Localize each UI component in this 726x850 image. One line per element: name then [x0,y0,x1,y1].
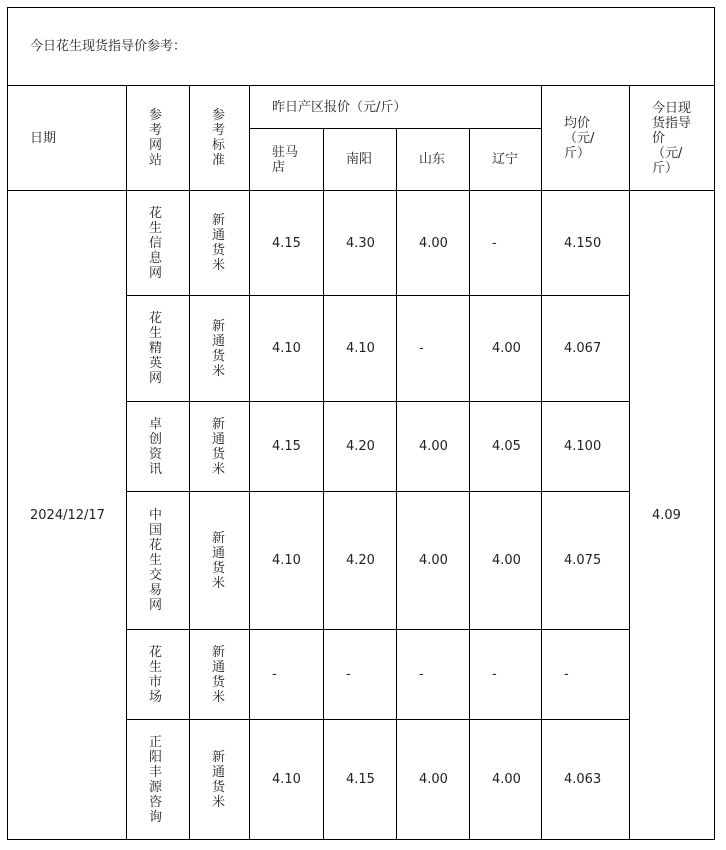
nanyang-cell: 4.10 [324,296,397,402]
average-cell: 4.063 [542,720,630,840]
shandong-cell: - [397,630,470,720]
average-cell: 4.075 [542,492,630,630]
liaoning-cell: 4.00 [470,720,542,840]
header-standard: 参考标准 [190,86,250,191]
shandong-cell: 4.00 [397,720,470,840]
nanyang-cell: - [324,630,397,720]
header-region-zhumadian: 驻马店 [250,129,324,191]
nanyang-cell: 4.20 [324,402,397,492]
average-cell: - [542,630,630,720]
site-cell: 中国花生交易网 [127,492,190,630]
shandong-cell: 4.00 [397,191,470,296]
nanyang-cell: 4.20 [324,492,397,630]
site-cell: 花生信息网 [127,191,190,296]
table-row [8,191,715,296]
header-region-group: 昨日产区报价（元/斤） [250,86,542,129]
site-cell: 花生精英网 [127,296,190,402]
liaoning-cell: 4.00 [470,296,542,402]
shandong-cell: 4.00 [397,402,470,492]
zhumadian-cell: 4.15 [250,402,324,492]
standard-cell: 新通货米 [190,630,250,720]
header-row-1 [8,86,715,129]
standard-cell: 新通货米 [190,720,250,840]
site-cell: 花生市场 [127,630,190,720]
shandong-cell: - [397,296,470,402]
today-price-cell: 4.09 [630,191,715,840]
header-region-liaoning: 辽宁 [470,129,542,191]
site-cell: 卓创资讯 [127,402,190,492]
nanyang-cell: 4.15 [324,720,397,840]
zhumadian-cell: - [250,630,324,720]
header-region-shandong: 山东 [397,129,470,191]
average-cell: 4.150 [542,191,630,296]
standard-cell: 新通货米 [190,191,250,296]
header-today-price: 今日现货指导价（元/斤） [630,86,715,191]
average-cell: 4.067 [542,296,630,402]
table-caption: 今日花生现货指导价参考： [8,8,715,86]
liaoning-cell: 4.00 [470,492,542,630]
liaoning-cell: 4.05 [470,402,542,492]
header-site: 参考网站 [127,86,190,191]
standard-cell: 新通货米 [190,492,250,630]
zhumadian-cell: 4.10 [250,720,324,840]
header-average: 均价（元/斤） [542,86,630,191]
header-region-nanyang: 南阳 [324,129,397,191]
header-date: 日期 [8,86,127,191]
liaoning-cell: - [470,191,542,296]
nanyang-cell: 4.30 [324,191,397,296]
liaoning-cell: - [470,630,542,720]
zhumadian-cell: 4.15 [250,191,324,296]
standard-cell: 新通货米 [190,402,250,492]
zhumadian-cell: 4.10 [250,492,324,630]
site-cell: 正阳丰源咨询 [127,720,190,840]
standard-cell: 新通货米 [190,296,250,402]
shandong-cell: 4.00 [397,492,470,630]
caption-row [8,8,715,86]
zhumadian-cell: 4.10 [250,296,324,402]
peanut-price-table [7,7,715,840]
average-cell: 4.100 [542,402,630,492]
date-cell: 2024/12/17 [8,191,127,840]
